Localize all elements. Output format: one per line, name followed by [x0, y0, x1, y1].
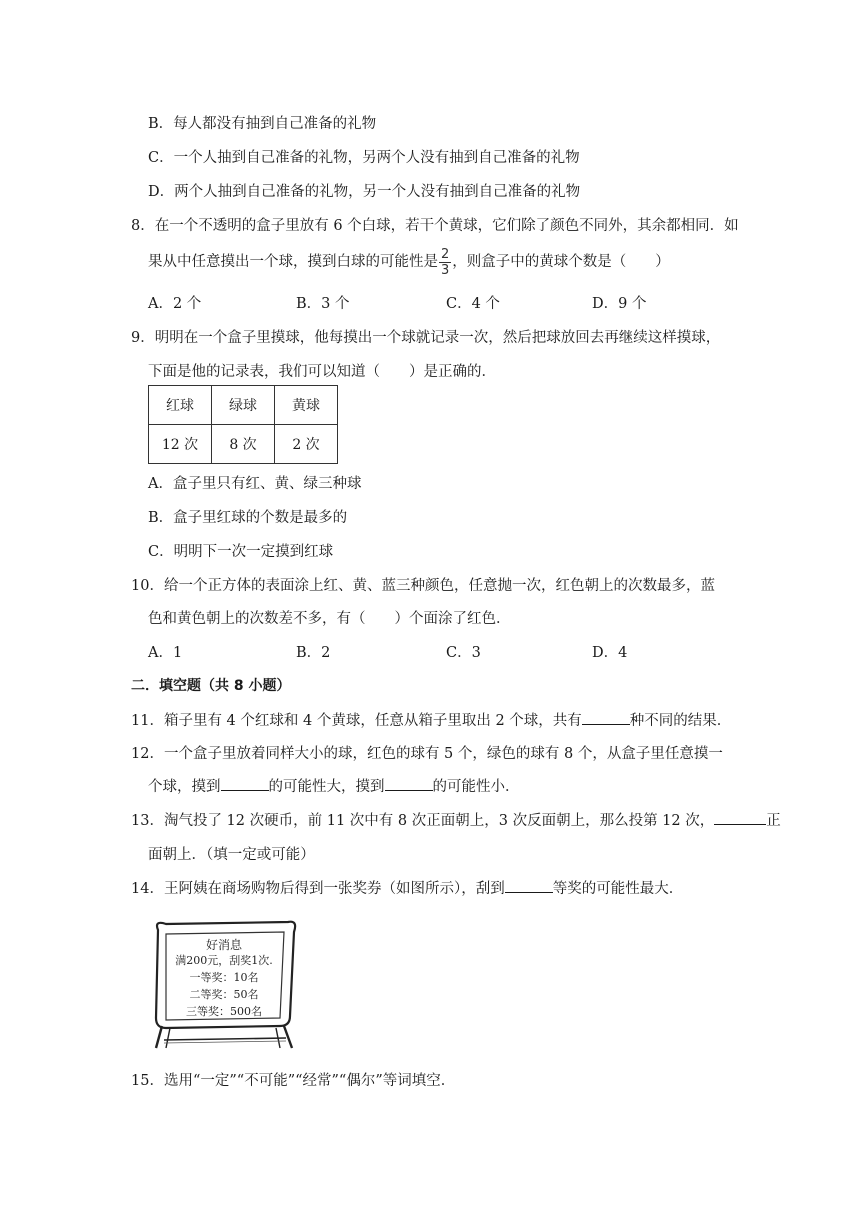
q10-option-b: B．2 — [296, 645, 331, 661]
q9-option-c: C．明明下一次一定摸到红球 — [148, 544, 334, 560]
q8-stem-line2 — [148, 244, 670, 280]
q14-text: 14．王阿姨在商场购物后得到一张奖券（如图所示），刮到 — [131, 881, 505, 897]
q13-tail: 正 — [766, 813, 781, 829]
q12-text-c: 的可能性小． — [432, 779, 520, 795]
table-cell: 12 次 — [149, 425, 212, 464]
board-line-3: 二等奖：50名 — [189, 988, 259, 1001]
q11-tail: 种不同的结果． — [629, 713, 732, 729]
fraction-denominator: 3 — [441, 262, 450, 278]
q13-text: 13．淘气投了 12 次硬币，前 11 次中有 8 次正面朝上，3 次反面朝上，那么投第 12 次， — [131, 813, 715, 829]
board-line-4: 三等奖：500名 — [186, 1005, 262, 1018]
board-line-1: 满200元，刮奖1次. — [175, 954, 273, 967]
answer-blank[interactable] — [714, 812, 766, 825]
q10-option-c: C．3 — [446, 645, 481, 661]
q10-option-d: D．4 — [592, 645, 628, 661]
q10-stem-line1: 10．给一个正方体的表面涂上红、黄、蓝三种颜色，任意抛一次，红色朝上的次数最多，蓝 — [131, 578, 715, 594]
table-header-cell: 绿球 — [212, 386, 275, 425]
table-cell: 2 次 — [275, 425, 338, 464]
q9-stem-line2: 下面是他的记录表，我们可以知道（ ）是正确的． — [148, 364, 496, 380]
table-header-cell: 黄球 — [275, 386, 338, 425]
q8-stem-tail: ，则盒子中的黄球个数是（ ） — [452, 254, 670, 270]
record-table — [148, 385, 338, 464]
q14-tail: 等奖的可能性最大． — [552, 881, 684, 897]
q11-stem — [131, 709, 731, 730]
q8-options — [0, 292, 860, 312]
answer-blank[interactable] — [221, 778, 269, 791]
q11-text: 11．箱子里有 4 个红球和 4 个黄球，任意从箱子里取出 2 个球，共有 — [131, 713, 582, 729]
table-header-row — [149, 386, 338, 425]
answer-blank[interactable] — [505, 880, 553, 893]
q7-option-b: B．每人都没有抽到自己准备的礼物 — [148, 116, 377, 132]
q8-option-b: B．3 个 — [296, 296, 350, 312]
q10-stem-line2: 色和黄色朝上的次数差不多，有（ ）个面涂了红色． — [148, 611, 511, 627]
q10-options — [0, 641, 860, 661]
q8-option-d: D．9 个 — [592, 296, 647, 312]
q9-stem-line1: 9．明明在一个盒子里摸球，他每摸出一个球就记录一次，然后把球放回去再继续这样摸球， — [131, 330, 721, 346]
q10-option-a: A．1 — [148, 645, 183, 661]
q12-text-a: 个球，摸到 — [148, 779, 221, 795]
q8-stem-text: 果从中任意摸出一个球，摸到白球的可能性是 — [148, 254, 438, 270]
board-line-2: 一等奖：10名 — [189, 971, 259, 984]
q8-stem-line1: 8．在一个不透明的盒子里放有 6 个白球，若干个黄球，它们除了颜色不同外，其余都相同．如 — [131, 218, 739, 234]
board-title: 好消息 — [205, 938, 242, 952]
q13-stem-line1 — [131, 809, 781, 830]
q7-option-c: C．一个人抽到自己准备的礼物，另两个人没有抽到自己准备的礼物 — [148, 150, 580, 166]
q14-stem — [131, 877, 683, 898]
answer-blank[interactable] — [385, 778, 433, 791]
q7-option-d: D．两个人抽到自己准备的礼物，另一个人没有抽到自己准备的礼物 — [148, 184, 581, 200]
q13-stem-line2: 面朝上．（填一定或可能） — [148, 847, 315, 863]
answer-blank[interactable] — [582, 712, 630, 725]
q8-option-a: A．2 个 — [148, 296, 202, 312]
q15-stem: 15．选用“一定”“不可能”“经常”“偶尔”等词填空． — [131, 1073, 456, 1089]
q12-stem-line2 — [148, 775, 520, 796]
table-header-cell: 红球 — [149, 386, 212, 425]
notice-board-figure — [148, 916, 300, 1052]
table-row — [149, 425, 338, 464]
q8-option-c: C．4 个 — [446, 296, 500, 312]
fraction-numerator: 2 — [441, 246, 450, 262]
q9-option-b: B．盒子里红球的个数是最多的 — [148, 510, 348, 526]
q12-text-b: 的可能性大，摸到 — [268, 779, 385, 795]
q9-option-a: A．盒子里只有红、黄、绿三种球 — [148, 476, 362, 492]
q12-stem-line1: 12．一个盒子里放着同样大小的球，红色的球有 5 个，绿色的球有 8 个，从盒子里任意摸一 — [131, 746, 723, 762]
table-cell: 8 次 — [212, 425, 275, 464]
fraction — [439, 248, 451, 277]
section-title: 二．填空题（共 8 小题） — [131, 678, 291, 694]
